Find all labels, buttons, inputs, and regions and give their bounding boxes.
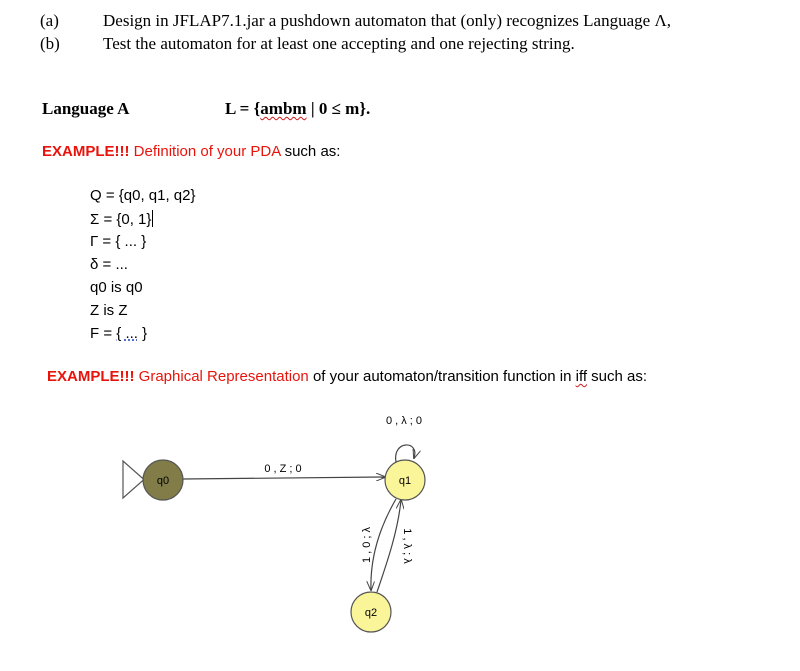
language-def-prefix: L = { bbox=[225, 99, 261, 118]
state-q1 bbox=[385, 460, 425, 500]
initial-state-arrow bbox=[123, 461, 144, 498]
def-gamma: Γ = { ... } bbox=[90, 233, 147, 250]
example1-red-text: Definition of your PDA bbox=[133, 143, 281, 160]
state-q0 bbox=[143, 460, 183, 500]
label-q1-q2: 1 , λ ; λ bbox=[401, 528, 413, 564]
example1-bang: EXAMPLE!!! bbox=[42, 143, 130, 160]
example2-tail-post: such as: bbox=[587, 368, 648, 385]
language-title: Language A bbox=[42, 99, 130, 118]
example2-bang: EXAMPLE!!! bbox=[47, 368, 135, 385]
transition-q2-q1 bbox=[377, 500, 401, 592]
example2-iff: iff bbox=[575, 368, 588, 385]
task-a-marker: (a) bbox=[40, 11, 59, 30]
label-q2-q1: 1 , 0 ; λ bbox=[361, 526, 373, 564]
language-def-suffix: | 0 ≤ m}. bbox=[306, 99, 371, 118]
def-start: q0 is q0 bbox=[90, 279, 143, 296]
transition-q0-q1 bbox=[183, 477, 385, 479]
example2-red-text: Graphical Representation bbox=[138, 368, 309, 385]
def-F-suffix: } bbox=[137, 325, 148, 342]
state-q2-label: q2 bbox=[364, 607, 378, 619]
language-def-word: ambm bbox=[260, 99, 307, 118]
example1-tail: such as: bbox=[284, 143, 341, 160]
state-q0-label: q0 bbox=[156, 475, 170, 487]
label-q1-loop: 0 , λ ; 0 bbox=[385, 415, 423, 427]
def-Q: Q = {q0, q1, q2} bbox=[90, 187, 196, 204]
task-a-text: Design in JFLAP7.1.jar a pushdown automaton that (only) recognizes Language Λ, bbox=[103, 11, 672, 30]
state-q1-label: q1 bbox=[398, 475, 412, 487]
def-F-prefix: F = bbox=[90, 325, 117, 342]
task-b-marker: (b) bbox=[40, 34, 60, 53]
task-b-text: Test the automaton for at least one accepting and one rejecting string. bbox=[103, 34, 575, 53]
state-q2 bbox=[351, 592, 391, 632]
def-Z: Z is Z bbox=[90, 302, 128, 319]
def-sigma-text: Σ = {0, 1} bbox=[90, 211, 152, 228]
def-delta: δ = ... bbox=[90, 256, 128, 273]
example2-tail-pre: of your automaton/transition function in bbox=[312, 368, 576, 385]
def-F-dotted: { ... bbox=[116, 325, 138, 342]
label-q0-q1: 0 , Z ; 0 bbox=[264, 463, 302, 475]
